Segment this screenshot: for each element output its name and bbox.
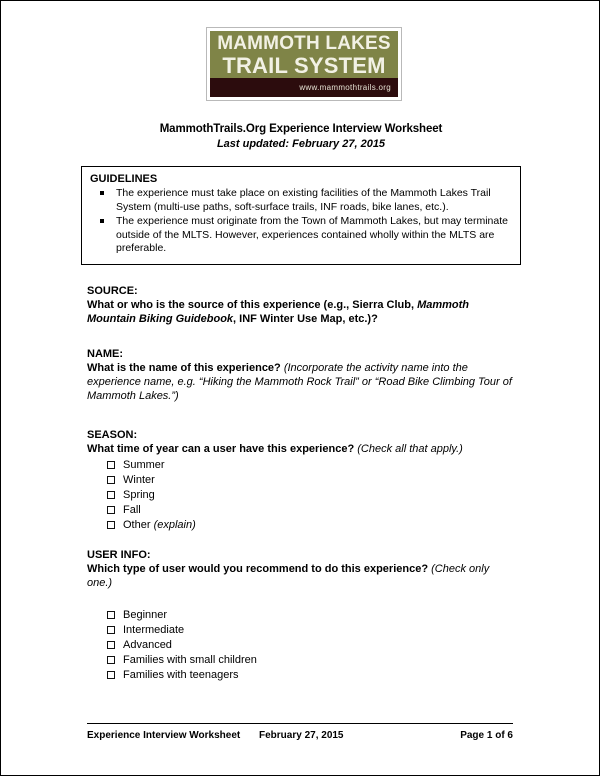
- logo-url-band: [210, 78, 398, 97]
- title-block: [1, 122, 600, 152]
- season-option-label: Other: [123, 519, 151, 531]
- guidelines-list-item: [90, 187, 512, 214]
- source-label: SOURCE:: [87, 285, 138, 297]
- checkbox-icon[interactable]: [107, 671, 115, 679]
- user-info-question: [87, 562, 513, 590]
- season-option-other[interactable]: [87, 518, 513, 533]
- season-option-winter[interactable]: [87, 473, 513, 488]
- season-checkbox-list: [87, 458, 513, 533]
- guidelines-item-text: The experience must originate from the Town of Mammoth Lakes, but may terminate outside of the MLTS. However, experiences contained wholly within the MLTS are preferable.: [116, 215, 508, 254]
- season-option-label: Summer: [123, 459, 165, 471]
- logo-green-panel: [210, 31, 398, 97]
- guidelines-heading: GUIDELINES: [90, 173, 158, 185]
- guidelines-list: [90, 187, 512, 256]
- user-option-advanced[interactable]: [87, 638, 513, 653]
- user-option-label: Intermediate: [123, 624, 185, 636]
- source-question-italic: Mammoth Mountain Biking Guidebook: [87, 299, 470, 325]
- checkbox-icon[interactable]: [107, 641, 115, 649]
- season-option-fall[interactable]: [87, 503, 513, 518]
- guidelines-item-text: The experience must take place on existing facilities of the Mammoth Lakes Trail System (multi-use paths, soft-surface trails, INF roads, bike lanes, etc.).: [116, 187, 491, 213]
- user-info-checkbox-list: [87, 608, 513, 683]
- mammoth-lakes-trail-system-logo: [206, 27, 402, 101]
- user-option-intermediate[interactable]: [87, 623, 513, 638]
- checkbox-icon[interactable]: [107, 611, 115, 619]
- season-option-note: (explain): [150, 519, 196, 531]
- name-label: NAME:: [87, 348, 124, 360]
- square-bullet-icon: [100, 219, 104, 223]
- season-question: [87, 442, 513, 456]
- guidelines-box: [81, 166, 521, 265]
- footer-date: February 27, 2015: [259, 730, 344, 741]
- checkbox-icon[interactable]: [107, 491, 115, 499]
- source-question-part2: , INF Winter Use Map, etc.)?: [233, 313, 378, 325]
- season-option-label: Fall: [123, 504, 141, 516]
- checkbox-icon[interactable]: [107, 656, 115, 664]
- logo-website-url: www.mammothtrails.org: [299, 83, 391, 92]
- user-option-beginner[interactable]: [87, 608, 513, 623]
- user-option-label: Advanced: [123, 639, 172, 651]
- user-info-question-bold: Which type of user would you recommend to do this experience?: [87, 563, 429, 575]
- checkbox-icon[interactable]: [107, 506, 115, 514]
- season-option-label: Spring: [123, 489, 155, 501]
- season-question-italic: (Check all that apply.): [354, 443, 463, 455]
- user-option-label: Beginner: [123, 609, 168, 621]
- season-question-bold: What time of year can a user have this experience?: [87, 443, 355, 455]
- name-question: [87, 361, 513, 403]
- page-title: MammothTrails.Org Experience Interview Worksheet: [159, 123, 443, 135]
- source-question-part1: What or who is the source of this experience (e.g., Sierra Club,: [87, 299, 418, 311]
- footer-page-number: Page 1 of 6: [460, 730, 513, 741]
- checkbox-icon[interactable]: [107, 476, 115, 484]
- season-option-summer[interactable]: [87, 458, 513, 473]
- season-label: SEASON:: [87, 429, 138, 441]
- user-option-label: Families with teenagers: [123, 669, 239, 681]
- section-user-info: [87, 548, 513, 683]
- user-info-question-italic: (Check only one.): [87, 563, 490, 589]
- footer-document-name: Experience Interview Worksheet: [87, 730, 241, 741]
- user-info-label: USER INFO:: [87, 549, 151, 561]
- section-season: [87, 428, 513, 533]
- source-question: [87, 298, 513, 326]
- guidelines-list-item: [90, 215, 512, 256]
- section-name: [87, 347, 513, 403]
- logo-line-2: TRAIL SYSTEM: [222, 53, 386, 78]
- logo-text-area: [210, 31, 398, 78]
- logo-frame: [206, 27, 402, 101]
- name-question-bold: What is the name of this experience?: [87, 362, 281, 374]
- name-question-italic: (Incorporate the activity name into the experience name, e.g. “Hiking the Mammoth Rock Trail” or “Road Bike Climbing Tour of Mammoth Lakes.”): [87, 362, 512, 402]
- user-option-families-teenagers[interactable]: [87, 668, 513, 683]
- user-option-families-small-children[interactable]: [87, 653, 513, 668]
- checkbox-icon[interactable]: [107, 626, 115, 634]
- season-option-label: Winter: [123, 474, 155, 486]
- last-updated-text: Last updated: February 27, 2015: [216, 138, 386, 150]
- season-option-spring[interactable]: [87, 488, 513, 503]
- footer-divider: [87, 723, 513, 724]
- checkbox-icon[interactable]: [107, 521, 115, 529]
- section-source: [87, 284, 513, 326]
- checkbox-icon[interactable]: [107, 461, 115, 469]
- user-option-label: Families with small children: [123, 654, 257, 666]
- square-bullet-icon: [100, 191, 104, 195]
- logo-line-1: MAMMOTH LAKES: [217, 33, 391, 54]
